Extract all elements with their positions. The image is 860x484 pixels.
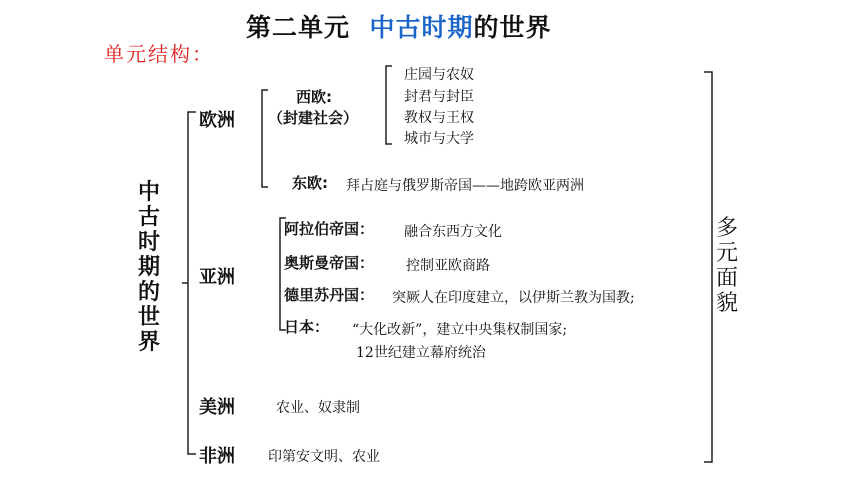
- summary-bracket: [704, 72, 712, 462]
- asia-row-label: 奥斯曼帝国：: [284, 254, 375, 272]
- continent-europe: 欧洲: [199, 110, 235, 131]
- title-prefix: 第二单元: [246, 13, 351, 42]
- japan-text-line1: “大化改新”，建立中央集权制国家;: [352, 322, 568, 338]
- summary-label: 多元面貌: [715, 216, 738, 316]
- asia-row-text: 融合东西方文化: [404, 224, 502, 240]
- east-europe-label: 东欧:: [292, 174, 328, 192]
- center-title: 中古时期的世界: [137, 180, 160, 355]
- east-europe-text: 拜占庭与俄罗斯帝国——地跨欧亚两洲: [346, 178, 584, 194]
- americas-text: 农业、奴隶制: [276, 400, 360, 416]
- title-suffix: 的世界: [473, 13, 552, 42]
- west-item: 封君与封臣: [404, 89, 474, 105]
- asia-row-label: 德里苏丹国：: [284, 286, 375, 304]
- main-bracket: [188, 112, 196, 454]
- asia-row-text: 控制亚欧商路: [406, 258, 490, 274]
- europe-bracket: [262, 90, 268, 187]
- asia-row-label: 阿拉伯帝国：: [284, 220, 375, 238]
- title-highlight: 中古时期: [369, 13, 474, 42]
- japan-label: 日本：: [284, 318, 330, 336]
- west-item: 教权与王权: [404, 110, 474, 126]
- west-item: 城市与大学: [404, 131, 474, 147]
- continent-americas: 美洲: [199, 397, 235, 418]
- asia-row-text: 突厥人在印度建立，以伊斯兰教为国教;: [392, 290, 635, 306]
- continent-africa: 非洲: [199, 446, 235, 467]
- west-europe-sub: （封建社会）: [268, 109, 359, 127]
- unit-structure-label: 单元结构：: [104, 42, 214, 66]
- africa-text: 印第安文明、农业: [268, 449, 380, 465]
- west-item: 庄园与农奴: [404, 67, 474, 83]
- japan-text-line2: 12世纪建立幕府统治: [356, 345, 486, 361]
- page-title: [246, 8, 551, 44]
- west-europe-label: 西欧:: [296, 88, 332, 106]
- continent-asia: 亚洲: [199, 267, 235, 288]
- west-europe-bracket: [386, 66, 392, 144]
